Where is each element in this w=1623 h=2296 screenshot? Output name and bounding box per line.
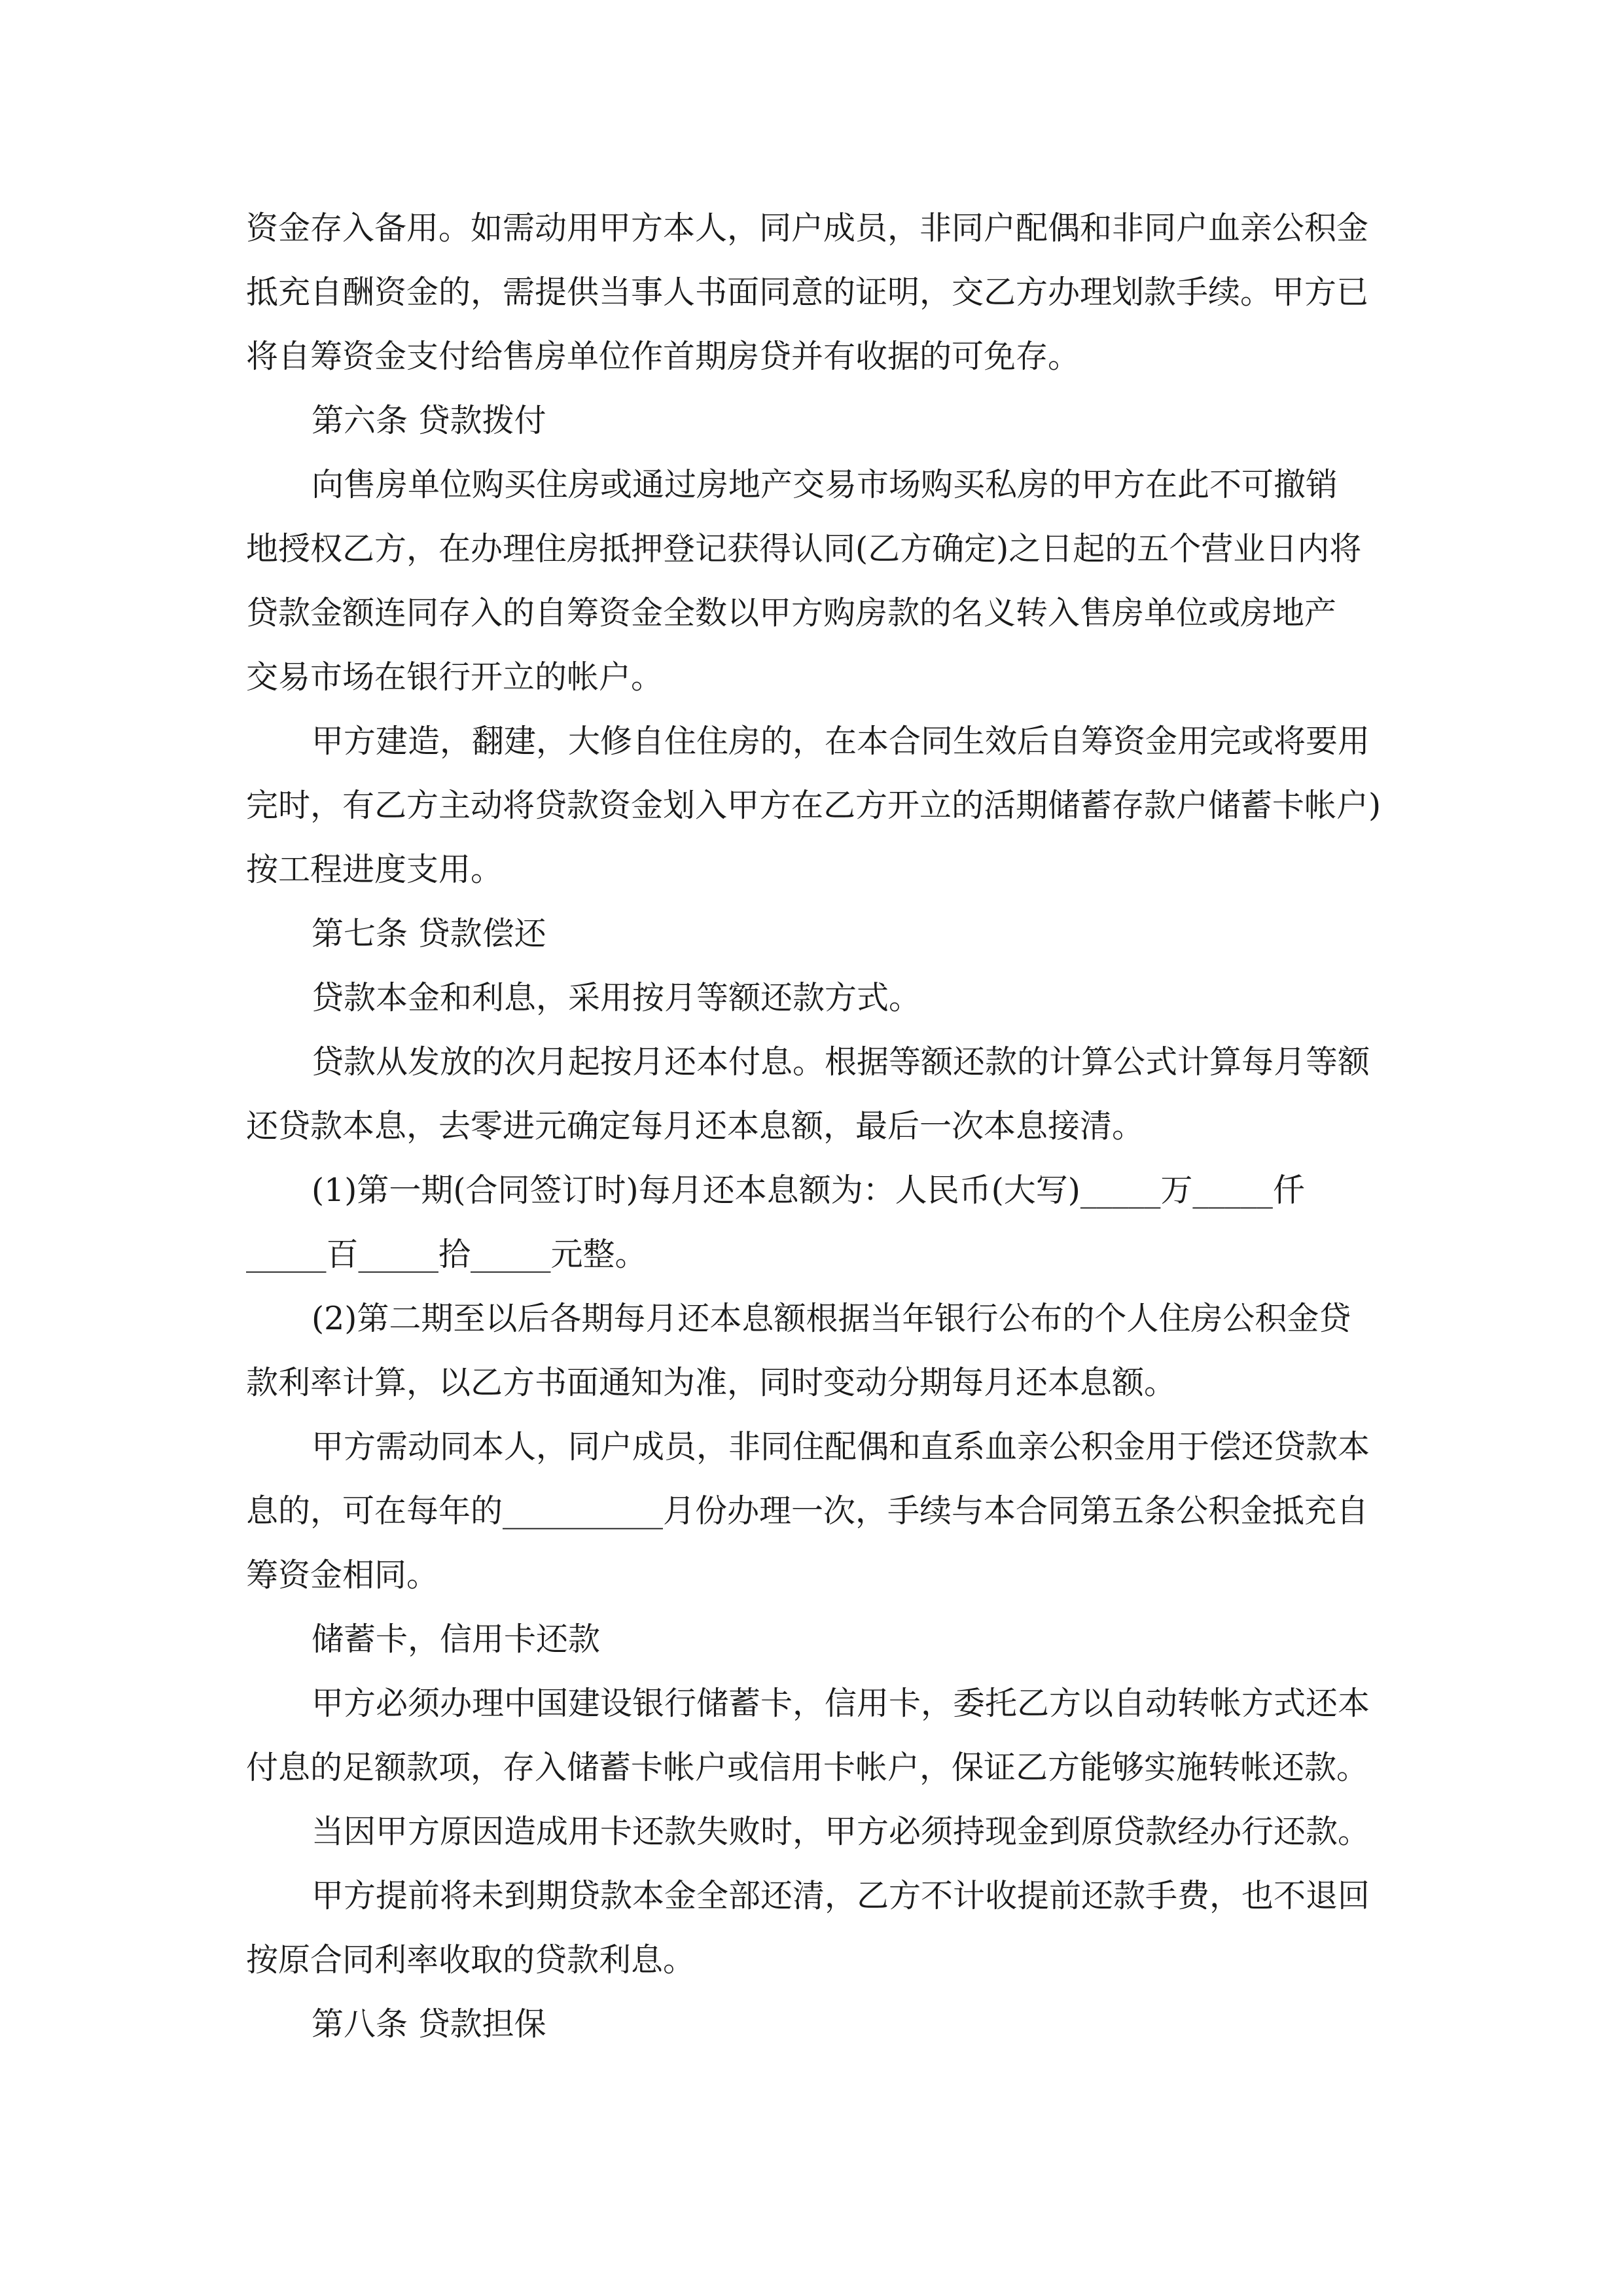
text-line: 当因甲方原因造成用卡还款失败时，甲方必须持现金到原贷款经办行还款。: [312, 1813, 1370, 1850]
text-line: (1)第一期(合同签订时)每月还本息额为：人民币(大写)_____万_____仟: [312, 1172, 1305, 1209]
text-line: 按原合同利率收取的贷款利息。: [246, 1941, 696, 1979]
text-line: 甲方需动同本人，同户成员，非同住配偶和直系血亲公积金用于偿还贷款本: [312, 1428, 1370, 1465]
text-line: 资金存入备用。如需动用甲方本人，同户成员，非同户配偶和非同户血亲公积金: [246, 209, 1369, 247]
text-line: 贷款从发放的次月起按月还本付息。根据等额还款的计算公式计算每月等额: [312, 1043, 1370, 1081]
text-line: (2)第二期至以后各期每月还本息额根据当年银行公布的个人住房公积金贷: [312, 1300, 1351, 1337]
text-line: 按工程进度支用。: [246, 851, 503, 888]
text-line: 交易市场在银行开立的帐户。: [246, 658, 664, 696]
document-body: [246, 196, 1385, 2056]
text-line: 将自筹资金支付给售房单位作首期房贷并有收据的可免存。: [246, 338, 1080, 375]
text-line: 甲方建造，翻建，大修自住住房的，在本合同生效后自筹资金用完或将要用: [312, 723, 1370, 760]
section-heading: 第六条 贷款拨付: [312, 402, 546, 439]
text-line: _____百_____拾_____元整。: [246, 1236, 647, 1273]
text-line: 还贷款本息，去零进元确定每月还本息额，最后一次本息接清。: [246, 1107, 1145, 1145]
text-line: 甲方必须办理中国建设银行储蓄卡，信用卡，委托乙方以自动转帐方式还本: [312, 1685, 1370, 1722]
text-line: 筹资金相同。: [246, 1556, 439, 1594]
section-heading: 第七条 贷款偿还: [312, 915, 546, 952]
text-line: 地授权乙方，在办理住房抵押登记获得认同(乙方确定)之日起的五个营业日内将: [246, 530, 1362, 567]
section-heading: 储蓄卡，信用卡还款: [312, 1621, 601, 1658]
text-line: 贷款本金和利息，采用按月等额还款方式。: [312, 979, 921, 1016]
text-line: 款利率计算，以乙方书面通知为准，同时变动分期每月还本息额。: [246, 1364, 1177, 1401]
text-line: 息的，可在每年的__________月份办理一次，手续与本合同第五条公积金抵充自: [246, 1492, 1369, 1530]
text-line: 完时，有乙方主动将贷款资金划入甲方在乙方开立的活期储蓄存款户储蓄卡帐户): [246, 787, 1382, 824]
text-line: 抵充自酬资金的，需提供当事人书面同意的证明，交乙方办理划款手续。甲方已: [246, 274, 1369, 311]
section-heading: 第八条 贷款担保: [312, 2005, 546, 2043]
text-line: 甲方提前将未到期贷款本金全部还清，乙方不计收提前还款手费，也不退回: [312, 1877, 1370, 1914]
text-line: 付息的足额款项，存入储蓄卡帐户或信用卡帐户，保证乙方能够实施转帐还款。: [246, 1749, 1369, 1786]
text-line: 贷款金额连同存入的自筹资金全数以甲方购房款的名义转入售房单位或房地产: [246, 594, 1337, 632]
text-line: 向售房单位购买住房或通过房地产交易市场购买私房的甲方在此不可撤销: [312, 466, 1338, 503]
